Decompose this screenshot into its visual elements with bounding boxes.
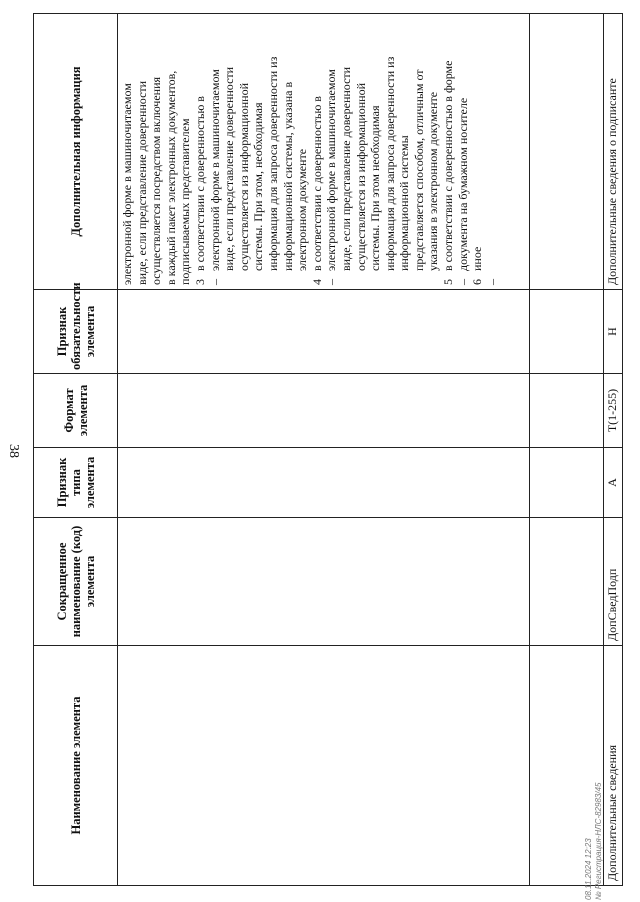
option-text: в соответствии с доверенностью в электронной форме в машиночитаемом виде, если представление доверенности осуществляется из информационной системы. При этом, необходимая информация для запроса доверенности из информационной системы, указана в электронном документе [192, 56, 310, 271]
elements-table [33, 13, 623, 886]
table-row [604, 14, 623, 886]
cell-element-format: Т(1-255) [604, 374, 623, 448]
cell-empty-name [118, 646, 530, 886]
cell-element-required: Н [604, 290, 623, 374]
option-5 [441, 18, 470, 285]
cell-element-name: Дополнительные сведения [604, 646, 623, 886]
header-element-required: Признак обязательности элемента [34, 290, 118, 374]
option-number: 4 – [309, 279, 339, 285]
registration-stamp [584, 760, 624, 900]
option-6 [470, 18, 499, 285]
cell-element-type: А [604, 448, 623, 518]
header-additional-info: Дополнительная информация [34, 14, 118, 290]
cell-continuation-info [118, 14, 530, 290]
cell-empty-code [118, 518, 530, 646]
stamp-date: 08.11.2024 12:23 [584, 838, 593, 900]
page-number-text: 38 [6, 444, 21, 458]
table-header-row [34, 14, 118, 886]
cell-additional-info: Дополнительные сведения о подписанте [604, 14, 623, 290]
option-number: 3 – [192, 279, 222, 285]
cell-empty-required [118, 290, 530, 374]
cell-element-code: ДопСведПодп [604, 518, 623, 646]
option-3 [193, 18, 310, 285]
rotated-table-container [33, 14, 619, 886]
header-element-type: Признак типа элемента [34, 448, 118, 518]
continuation-text: электронной форме в машиночитаемом виде, если представление доверенности осуществляется посредством включения в каждый пакет электронных документов, подписываемых представителем [120, 70, 193, 285]
cell-empty-type [118, 448, 530, 518]
page-number [0, 0, 26, 902]
option-text: иное [470, 246, 485, 271]
header-element-format: Формат элемента [34, 374, 118, 448]
option-number: 5 – [441, 279, 470, 285]
stamp-registration: № Регистрация-НЛС-82983/45 [594, 782, 603, 900]
table-row-continuation [118, 14, 530, 886]
cell-empty-format [118, 374, 530, 448]
option-text: в соответствии с доверенностью в форме документа на бумажном носителе [441, 60, 470, 271]
option-number: 6 – [470, 279, 499, 285]
option-4 [310, 18, 441, 285]
header-element-code: Сокращенное наименование (код) элемента [34, 518, 118, 646]
table-row-spacer [530, 14, 604, 886]
option-text: в соответствии с доверенностью в электронной форме в машиночитаемом виде, если представление доверенности осуществляется из информационной системы. При этом необходимая информация для запроса доверенности из информационной системы представляется способом, отличным от указания в электронном документе [309, 56, 441, 271]
header-element-name: Наименование элемента [34, 646, 118, 886]
